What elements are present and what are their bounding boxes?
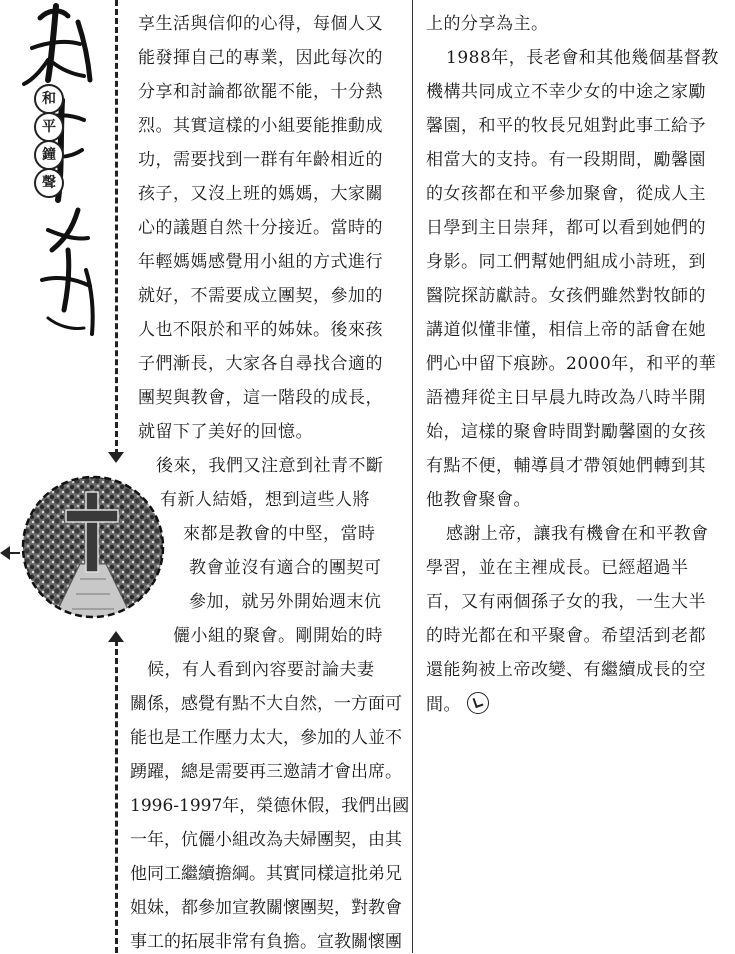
seal-char-sheng: 聲 (34, 168, 64, 198)
text-line: 分享和討論都欲罷不能，十分熱 (138, 82, 383, 102)
text-line: 講道似懂非懂，相信上帝的話會在她 (426, 320, 706, 340)
arrow-up-icon (108, 631, 124, 642)
text-line: 關係，感覺有點不大自然，一方面可 (130, 694, 402, 714)
text-line: 日學到主日崇拜，都可以看到她們的 (426, 218, 706, 238)
text-line: 就留下了美好的回憶。 (138, 422, 313, 442)
text-line: 始，這樣的聚會時間對勵馨園的女孩 (426, 422, 706, 442)
text-line: 能也是工作壓力太大，參加的人並不 (130, 728, 402, 748)
text-line: 孩子，又沒上班的媽媽，大家關 (138, 184, 383, 204)
text-line: 的女孩都在和平參加聚會，從成人主 (426, 184, 706, 204)
text-line: 1988年，長老會和其他幾個基督教 (446, 48, 719, 68)
text-line: 的時光都在和平聚會。希望活到老都 (426, 626, 706, 646)
text-line: 心的議題自然十分接近。當時的 (138, 218, 383, 238)
text-line: 子們漸長，大家各自尋找合適的 (138, 354, 383, 374)
text-line: 還能夠被上帝改變、有繼續成長的空 (426, 660, 706, 680)
text-line: 後來，我們又注意到社青不斷 (156, 456, 384, 476)
arrow-down-icon (108, 452, 124, 463)
text-line: 1996-1997年，榮德休假，我們出國 (130, 796, 410, 816)
text-line: 一年，伉儷小組改為夫婦團契，由其 (130, 830, 402, 850)
text-line: 馨園，和平的牧長兄姐對此事工給予 (426, 116, 706, 136)
column-divider (412, 0, 413, 953)
text-line: 人也不限於和平的姊妹。後來孩 (138, 320, 383, 340)
text-line: 踴躍，總是需要再三邀請才會出席。 (130, 762, 402, 782)
seal-char-zhong: 鐘 (34, 140, 64, 170)
text-line: 他同工繼續擔綱。其實同樣這批弟兄 (130, 864, 402, 884)
text-line-last (426, 692, 489, 717)
text-line: 事工的拓展非常有負擔。宣教關懷團 (130, 932, 402, 952)
text-line: 參加，就另外開始週末伉 (189, 592, 382, 612)
text-line: 相當大的支持。有一段期間，勵馨園 (426, 150, 706, 170)
text-line: 身影。同工們幫她們組成小詩班，到 (426, 252, 706, 272)
seal-char-ping: 平 (34, 112, 64, 142)
text-line: 他教會聚會。 (426, 490, 531, 510)
text-line: 們心中留下痕跡。2000年，和平的華 (426, 354, 717, 374)
text-line: 候，有人看到內容要討論夫妻 (147, 660, 375, 680)
text-line: 有新人結婚，想到這些人將 (160, 490, 370, 510)
arrow-left-icon (0, 546, 10, 560)
text-line: 感謝上帝，讓我有機會在和平教會 (446, 524, 709, 544)
end-mark-icon (467, 692, 489, 714)
text-line: 烈。其實這樣的小組要能推動成 (138, 116, 383, 136)
text-line: 學習，並在主裡成長。已經超過半 (426, 558, 689, 578)
calligraphy-title-image (18, 0, 108, 350)
text-line: 姐妹，都參加宣教關懷團契，對教會 (130, 898, 402, 918)
text-line: 團契與教會，這一階段的成長， (138, 388, 383, 408)
text-line: 就好，不需要成立團契，參加的 (138, 286, 383, 306)
dashed-guide-line-top (115, 0, 118, 455)
arrow-left-line (10, 552, 20, 554)
text-line: 功，需要找到一群有年齡相近的 (138, 150, 383, 170)
text-line: 享生活與信仰的心得，每個人又 (138, 14, 383, 34)
text-line: 能發揮自己的專業，因此每次的 (138, 48, 383, 68)
text-line: 年輕媽媽感覺用小組的方式進行 (138, 252, 383, 272)
dashed-guide-line-bottom (115, 640, 118, 953)
text-line: 儷小組的聚會。剛開始的時 (173, 626, 383, 646)
text-line: 教會並沒有適合的團契可 (189, 558, 382, 578)
text-line: 上的分享為主。 (426, 14, 549, 34)
text-line: 機構共同成立不幸少女的中途之家勵 (426, 82, 706, 102)
text-line: 醫院探訪獻詩。女孩們雖然對牧師的 (426, 286, 706, 306)
text-line: 來都是教會的中堅，當時 (183, 524, 376, 544)
text-line: 有點不便，輔導員才帶領她們轉到其 (426, 456, 706, 476)
text-line: 間。 (426, 695, 461, 715)
text-line: 百，又有兩個孫子女的我，一生大半 (426, 592, 706, 612)
seal-char-he: 和 (34, 84, 64, 114)
text-line: 語禮拜從主日早晨九時改為八時半開 (426, 388, 706, 408)
church-cross-photo (20, 464, 166, 630)
